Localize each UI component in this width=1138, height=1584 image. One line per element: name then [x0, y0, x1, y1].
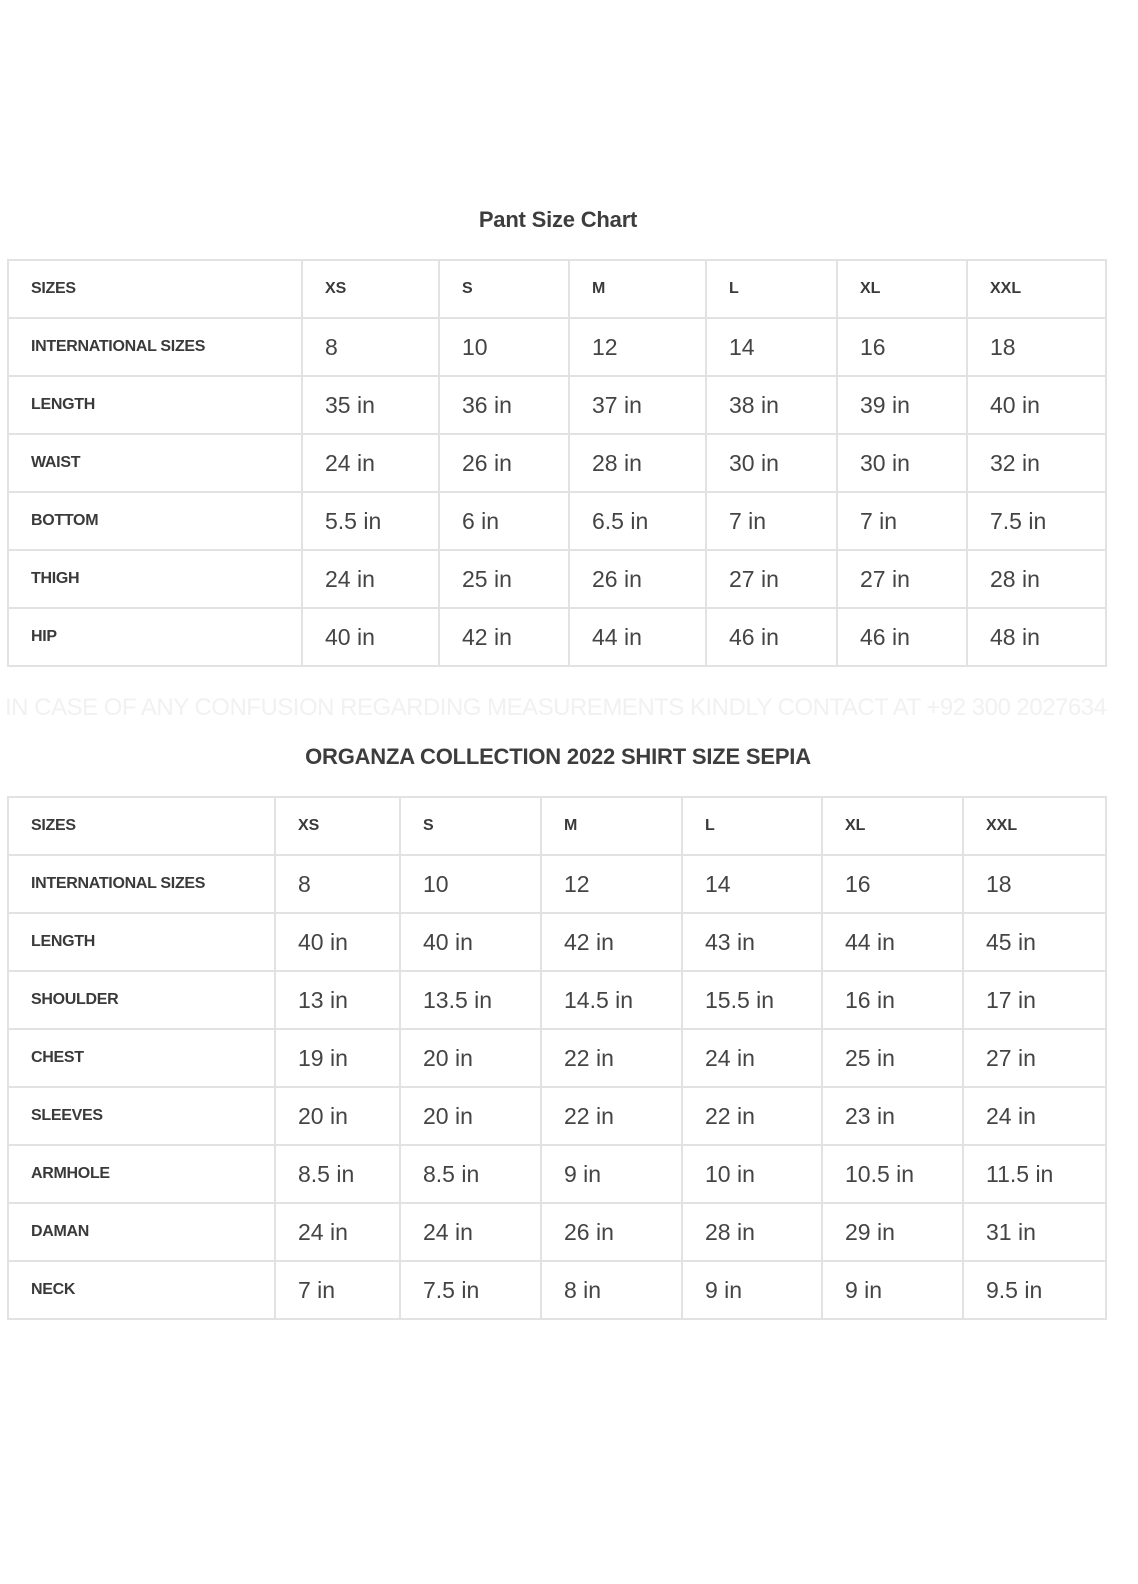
shirt-cell: 43 in [682, 913, 822, 971]
pant-cell: 38 in [706, 376, 837, 434]
pant-cell: 6.5 in [569, 492, 706, 550]
pant-row-label: BOTTOM [8, 492, 302, 550]
shirt-cell: 18 [963, 855, 1106, 913]
shirt-cell: 19 in [275, 1029, 400, 1087]
pant-cell: 40 in [302, 608, 439, 666]
shirt-cell: 20 in [275, 1087, 400, 1145]
shirt-cell: 8 in [541, 1261, 682, 1319]
shirt-cell: 14.5 in [541, 971, 682, 1029]
shirt-cell: 25 in [822, 1029, 963, 1087]
pant-cell: 28 in [967, 550, 1106, 608]
shirt-chart-title: ORGANZA COLLECTION 2022 SHIRT SIZE SEPIA [305, 744, 811, 769]
pant-cell: 27 in [706, 550, 837, 608]
shirt-cell: 24 in [275, 1203, 400, 1261]
shirt-row-armhole [8, 1145, 1106, 1203]
pant-cell: 16 [837, 318, 967, 376]
shirt-cell: 40 in [275, 913, 400, 971]
shirt-cell: 23 in [822, 1087, 963, 1145]
pant-cell: 10 [439, 318, 569, 376]
pant-row-label: LENGTH [8, 376, 302, 434]
shirt-cell: 16 in [822, 971, 963, 1029]
pant-cell: 14 [706, 318, 837, 376]
pant-cell: 46 in [706, 608, 837, 666]
pant-size-header-l: L [706, 260, 837, 318]
pant-size-header-xxl: XXL [967, 260, 1106, 318]
shirt-header-row [8, 797, 1106, 855]
shirt-row-international-sizes [8, 855, 1106, 913]
pant-cell: 42 in [439, 608, 569, 666]
shirt-cell: 10 in [682, 1145, 822, 1203]
shirt-size-header-xl: XL [822, 797, 963, 855]
shirt-cell: 31 in [963, 1203, 1106, 1261]
shirt-cell: 45 in [963, 913, 1106, 971]
shirt-size-header-xs: XS [275, 797, 400, 855]
shirt-cell: 24 in [963, 1087, 1106, 1145]
pant-cell: 30 in [706, 434, 837, 492]
shirt-cell: 13 in [275, 971, 400, 1029]
shirt-size-header-s: S [400, 797, 541, 855]
shirt-row-daman [8, 1203, 1106, 1261]
shirt-row-label: ARMHOLE [8, 1145, 275, 1203]
pant-size-header-m: M [569, 260, 706, 318]
shirt-cell: 40 in [400, 913, 541, 971]
pant-chart-title: Pant Size Chart [478, 207, 638, 232]
shirt-size-header-xxl: XXL [963, 797, 1106, 855]
pant-cell: 46 in [837, 608, 967, 666]
pant-cell: 36 in [439, 376, 569, 434]
shirt-cell: 22 in [541, 1087, 682, 1145]
pant-cell: 6 in [439, 492, 569, 550]
shirt-row-length [8, 913, 1106, 971]
pant-size-header-s: S [439, 260, 569, 318]
shirt-cell: 16 [822, 855, 963, 913]
shirt-cell: 7 in [275, 1261, 400, 1319]
shirt-sizes-header: SIZES [8, 797, 275, 855]
pant-size-table [7, 259, 1107, 667]
shirt-cell: 9 in [682, 1261, 822, 1319]
shirt-row-shoulder [8, 971, 1106, 1029]
pant-row-label: WAIST [8, 434, 302, 492]
shirt-row-sleeves [8, 1087, 1106, 1145]
pant-cell: 35 in [302, 376, 439, 434]
pant-size-header-xs: XS [302, 260, 439, 318]
pant-cell: 26 in [439, 434, 569, 492]
shirt-cell: 44 in [822, 913, 963, 971]
shirt-cell: 10.5 in [822, 1145, 963, 1203]
shirt-row-label: CHEST [8, 1029, 275, 1087]
pant-size-header-xl: XL [837, 260, 967, 318]
pant-cell: 24 in [302, 434, 439, 492]
shirt-cell: 24 in [400, 1203, 541, 1261]
pant-cell: 26 in [569, 550, 706, 608]
pant-cell: 8 [302, 318, 439, 376]
shirt-cell: 9 in [541, 1145, 682, 1203]
pant-cell: 48 in [967, 608, 1106, 666]
pant-cell: 39 in [837, 376, 967, 434]
pant-cell: 44 in [569, 608, 706, 666]
shirt-size-header-m: M [541, 797, 682, 855]
pant-row-thigh [8, 550, 1106, 608]
pant-cell: 27 in [837, 550, 967, 608]
shirt-row-label: SHOULDER [8, 971, 275, 1029]
shirt-cell: 8 [275, 855, 400, 913]
shirt-row-label: LENGTH [8, 913, 275, 971]
shirt-cell: 22 in [682, 1087, 822, 1145]
shirt-row-neck [8, 1261, 1106, 1319]
shirt-cell: 20 in [400, 1087, 541, 1145]
pant-cell: 7 in [837, 492, 967, 550]
shirt-row-chest [8, 1029, 1106, 1087]
shirt-cell: 15.5 in [682, 971, 822, 1029]
shirt-row-label: NECK [8, 1261, 275, 1319]
pant-cell: 18 [967, 318, 1106, 376]
shirt-cell: 24 in [682, 1029, 822, 1087]
pant-row-label: HIP [8, 608, 302, 666]
pant-row-international-sizes [8, 318, 1106, 376]
pant-sizes-header: SIZES [8, 260, 302, 318]
pant-row-label: INTERNATIONAL SIZES [8, 318, 302, 376]
pant-cell: 7.5 in [967, 492, 1106, 550]
shirt-cell: 29 in [822, 1203, 963, 1261]
pant-cell: 28 in [569, 434, 706, 492]
shirt-cell: 9.5 in [963, 1261, 1106, 1319]
shirt-row-label: INTERNATIONAL SIZES [8, 855, 275, 913]
shirt-cell: 8.5 in [400, 1145, 541, 1203]
pant-header-row [8, 260, 1106, 318]
pant-row-length [8, 376, 1106, 434]
pant-row-label: THIGH [8, 550, 302, 608]
shirt-cell: 27 in [963, 1029, 1106, 1087]
shirt-row-label: SLEEVES [8, 1087, 275, 1145]
pant-row-waist [8, 434, 1106, 492]
pant-cell: 30 in [837, 434, 967, 492]
shirt-cell: 11.5 in [963, 1145, 1106, 1203]
shirt-size-header-l: L [682, 797, 822, 855]
shirt-cell: 14 [682, 855, 822, 913]
shirt-cell: 26 in [541, 1203, 682, 1261]
pant-cell: 40 in [967, 376, 1106, 434]
shirt-cell: 7.5 in [400, 1261, 541, 1319]
shirt-cell: 17 in [963, 971, 1106, 1029]
pant-row-bottom [8, 492, 1106, 550]
pant-cell: 25 in [439, 550, 569, 608]
shirt-cell: 42 in [541, 913, 682, 971]
measurement-notice: IN CASE OF ANY CONFUSION REGARDING MEASUREMENTS KINDLY CONTACT AT +92 300 2027634 [5, 694, 1107, 721]
shirt-cell: 13.5 in [400, 971, 541, 1029]
shirt-cell: 22 in [541, 1029, 682, 1087]
pant-cell: 24 in [302, 550, 439, 608]
pant-cell: 5.5 in [302, 492, 439, 550]
shirt-cell: 8.5 in [275, 1145, 400, 1203]
shirt-cell: 20 in [400, 1029, 541, 1087]
shirt-cell: 9 in [822, 1261, 963, 1319]
shirt-cell: 28 in [682, 1203, 822, 1261]
pant-cell: 12 [569, 318, 706, 376]
shirt-row-label: DAMAN [8, 1203, 275, 1261]
pant-cell: 37 in [569, 376, 706, 434]
pant-row-hip [8, 608, 1106, 666]
pant-cell: 7 in [706, 492, 837, 550]
pant-cell: 32 in [967, 434, 1106, 492]
shirt-cell: 10 [400, 855, 541, 913]
shirt-size-table [7, 796, 1107, 1320]
shirt-cell: 12 [541, 855, 682, 913]
